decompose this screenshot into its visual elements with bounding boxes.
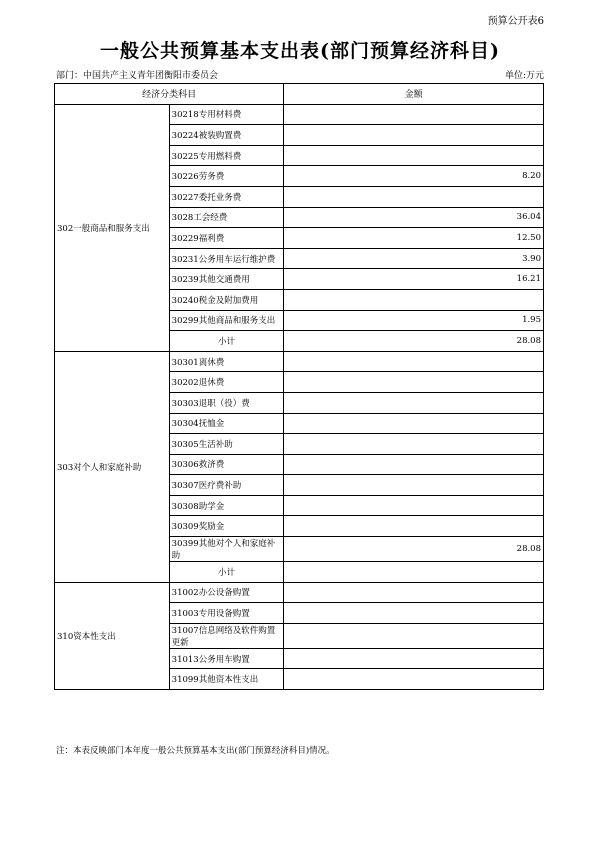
item-name-cell: 30240税金及附加费用 [169,289,284,310]
item-amount-cell [284,413,544,434]
group-category-cell: 302一般商品和服务支出 [55,104,170,351]
item-name-cell: 30299其他商品和服务支出 [169,310,284,331]
budget-table [54,83,544,690]
item-name-cell: 30305生活补助 [169,434,284,455]
subtotal-label-cell: 小计 [169,331,284,352]
table-header-row [55,84,544,105]
group-category-cell: 310资本性支出 [55,582,170,689]
table-row [55,582,544,603]
item-name-cell: 31007信息网络及软件购置更新 [169,623,284,648]
item-amount-cell [284,495,544,516]
item-name-cell: 30309奖励金 [169,516,284,537]
item-amount-cell [284,454,544,475]
item-amount-cell [284,289,544,310]
category-column-header: 经济分类科目 [55,84,284,105]
item-amount-cell [284,392,544,413]
item-amount-cell: 28.08 [284,537,544,562]
amount-column-header: 金额 [284,84,544,105]
item-amount-cell [284,669,544,690]
item-name-cell: 31002办公设备购置 [169,582,284,603]
subtotal-amount-cell [284,562,544,583]
item-amount-cell: 3.90 [284,248,544,269]
item-name-cell: 30399其他对个人和家庭补助 [169,537,284,562]
item-name-cell: 30304抚恤金 [169,413,284,434]
item-amount-cell [284,104,544,125]
item-name-cell: 31099其他资本性支出 [169,669,284,690]
subtotal-amount-cell: 28.08 [284,331,544,352]
item-name-cell: 30227委托业务费 [169,186,284,207]
item-name-cell: 30307医疗费补助 [169,475,284,496]
item-name-cell: 30202退休费 [169,372,284,393]
item-name-cell: 30224被装购置费 [169,125,284,146]
item-name-cell: 31013公务用车购置 [169,648,284,669]
item-amount-cell [284,434,544,455]
unit-label: 单位:万元 [504,71,544,81]
item-name-cell: 30218专用材料费 [169,104,284,125]
item-amount-cell: 1.95 [284,310,544,331]
group-category-cell: 303对个人和家庭补助 [55,351,170,582]
item-amount-cell: 12.50 [284,228,544,249]
item-name-cell: 30231公务用车运行维护费 [169,248,284,269]
item-amount-cell: 8.20 [284,166,544,187]
item-name-cell: 30239其他交通费用 [169,269,284,290]
item-amount-cell: 36.04 [284,207,544,228]
item-amount-cell [284,648,544,669]
item-amount-cell [284,145,544,166]
item-amount-cell [284,475,544,496]
item-amount-cell [284,372,544,393]
item-amount-cell [284,186,544,207]
item-name-cell: 30229福利费 [169,228,284,249]
table-number-label: 预算公开表6 [487,16,544,27]
item-amount-cell [284,582,544,603]
footnote: 注：本表反映部门本年度一般公共预算基本支出(部门预算经济科目)情况。 [56,746,335,756]
page-title: 一般公共预算基本支出表(部门预算经济科目) [100,40,500,62]
item-amount-cell: 16.21 [284,269,544,290]
item-name-cell: 3028工会经费 [169,207,284,228]
department-label: 部门：中国共产主义青年团衡阳市委员会 [56,71,219,81]
item-amount-cell [284,516,544,537]
item-name-cell: 30306救济费 [169,454,284,475]
item-name-cell: 30301离休费 [169,351,284,372]
item-amount-cell [284,125,544,146]
item-amount-cell [284,351,544,372]
item-name-cell: 30308助学金 [169,495,284,516]
table-row [55,104,544,125]
item-name-cell: 30226劳务费 [169,166,284,187]
item-name-cell: 30225专用燃料费 [169,145,284,166]
item-amount-cell [284,623,544,648]
subtotal-label-cell: 小计 [169,562,284,583]
item-name-cell: 31003专用设备购置 [169,603,284,624]
table-row [55,351,544,372]
item-amount-cell [284,603,544,624]
item-name-cell: 30303退职（役）费 [169,392,284,413]
